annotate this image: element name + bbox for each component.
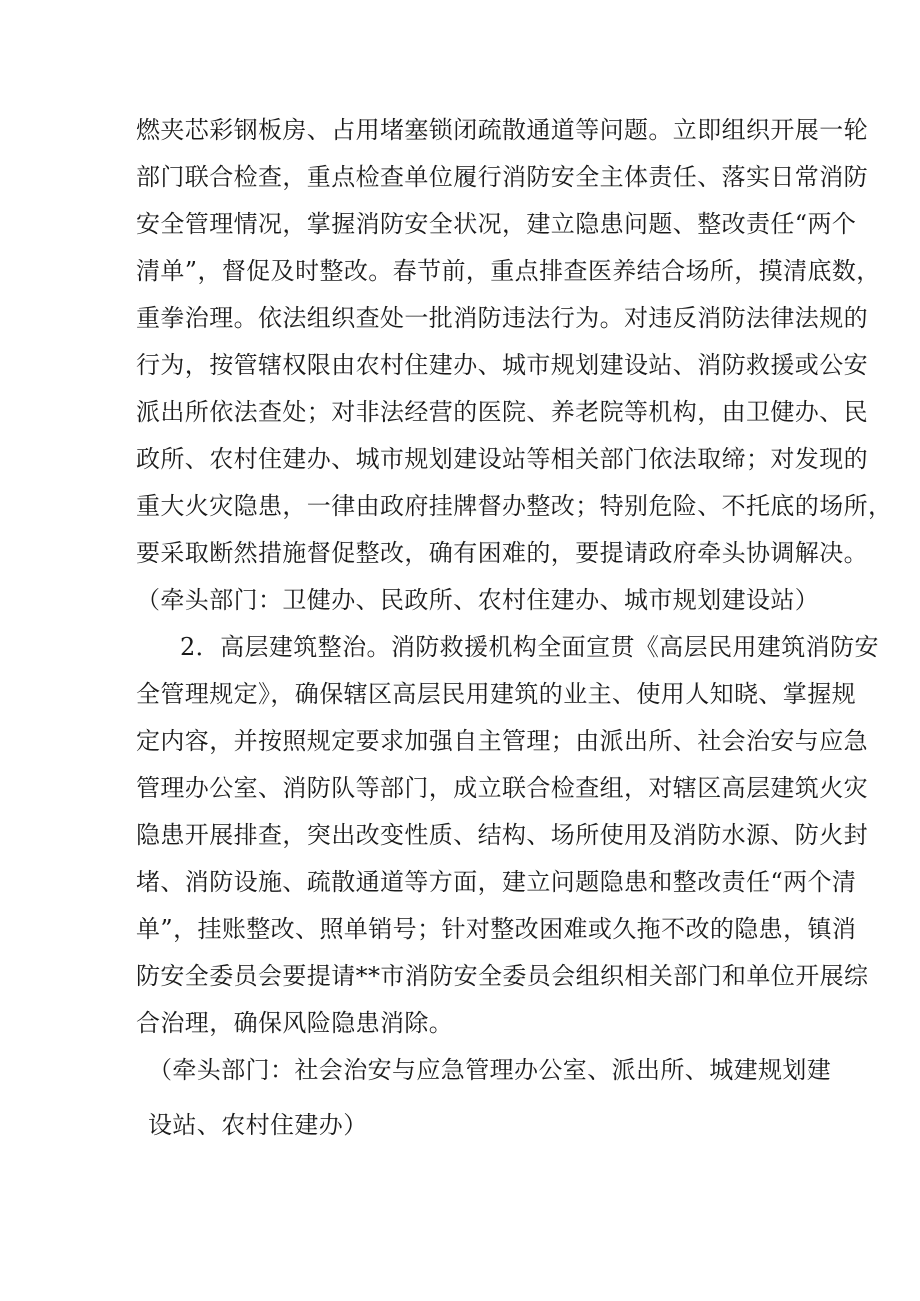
text-line-7: 派出所依法查处；对非法经营的医院、养老院等机构，由卫健办、民 [136,398,868,426]
text-line-9: 重大火灾隐患，一律由政府挂牌督办整改；特别危险、不托底的场所， [136,492,893,520]
text-line-15: 管理办公室、消防队等部门，成立联合检查组，对辖区高层建筑火灾 [136,774,868,802]
text-line-6: 行为，按管辖权限由农村住建办、城市规划建设站、消防救援或公安 [136,351,868,379]
text-line-4: 清单”，督促及时整改。春节前，重点排查医养结合场所，摸清底数， [136,257,881,285]
text-line-19: 防安全委员会要提请**市消防安全委员会组织相关部门和单位开展综 [136,962,869,990]
text-line-1: 燃夹芯彩钢板房、占用堵塞锁闭疏散通道等问题。立即组织开展一轮 [136,116,868,144]
lead-department-note-2-continued: 设站、农村住建办） [148,1111,368,1139]
text-line-20: 合治理，确保风险隐患消除。 [136,1009,454,1037]
lead-department-note-1: （牵头部门：卫健办、民政所、农村住建办、城市规划建设站） [136,586,820,614]
section-heading-high-rise: 2．高层建筑整治。消防救援机构全面宣贯《高层民用建筑消防安 [180,633,879,661]
text-line-16: 隐患开展排查，突出改变性质、结构、场所使用及消防水源、防火封 [136,821,868,849]
text-line-10: 要采取断然措施督促整改，确有困难的，要提请政府牵头协调解决。 [136,539,868,567]
text-line-3: 安全管理情况，掌握消防安全状况，建立隐患问题、整改责任“两个 [136,210,857,238]
text-line-5: 重拳治理。依法组织查处一批消防违法行为。对违反消防法律法规的 [136,304,868,332]
text-line-2: 部门联合检查，重点检查单位履行消防安全主体责任、落实日常消防 [136,163,868,191]
text-line-8: 政所、农村住建办、城市规划建设站等相关部门依法取缔；对发现的 [136,445,868,473]
text-line-13: 全管理规定》，确保辖区高层民用建筑的业主、使用人知晓、掌握规 [136,680,856,708]
text-line-17: 堵、消防设施、疏散通道等方面，建立问题隐患和整改责任“两个清 [136,868,857,896]
text-line-18: 单”，挂账整改、照单销号；针对整改困难或久拖不改的隐患，镇消 [136,915,857,943]
text-line-14: 定内容，并按照规定要求加强自主管理；由派出所、社会治安与应急 [136,727,868,755]
lead-department-note-2: （牵头部门：社会治安与应急管理办公室、派出所、城建规划建 [148,1056,832,1084]
